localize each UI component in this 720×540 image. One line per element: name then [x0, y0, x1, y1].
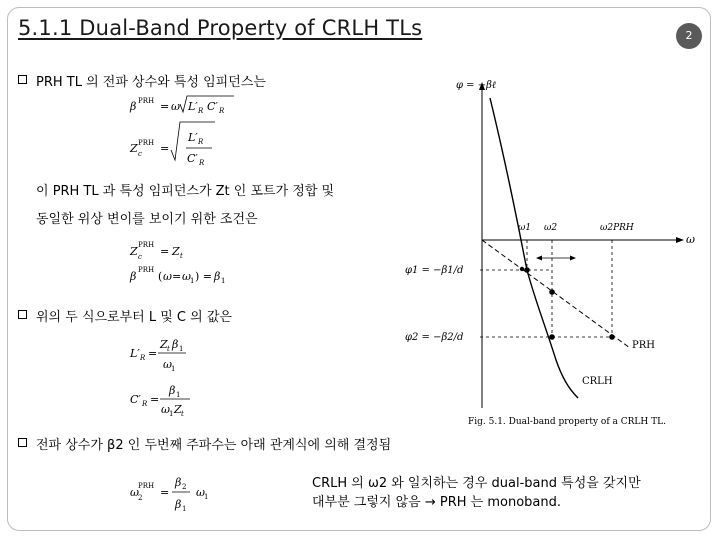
shift-arrow-head-left: [536, 256, 542, 261]
svg-text:β: β: [169, 384, 176, 397]
svg-text:C′: C′: [207, 100, 218, 113]
x-axis-arrow: [676, 237, 684, 243]
point-phi1-crlh-prh: [549, 289, 555, 295]
svg-text:PRH: PRH: [138, 266, 155, 274]
svg-text:1: 1: [204, 493, 209, 501]
svg-text:1: 1: [171, 365, 176, 373]
svg-text:1: 1: [169, 410, 174, 418]
svg-text:1: 1: [179, 345, 184, 353]
svg-text:ω: ω: [182, 270, 191, 283]
svg-text:2: 2: [182, 483, 187, 491]
text-line-2: 이 PRH TL 과 특성 임피던스가 Zt 인 포트가 정합 및: [36, 184, 335, 199]
svg-text:R: R: [142, 400, 148, 408]
crlh-curve: [490, 98, 578, 398]
svg-text:=: =: [148, 347, 158, 360]
svg-text:2: 2: [138, 494, 143, 502]
svg-text:=: =: [150, 393, 160, 406]
svg-text:R: R: [219, 107, 225, 115]
svg-text:Z: Z: [174, 403, 182, 416]
text-line-3: 동일한 위상 변이를 보이기 위한 조건은: [36, 212, 258, 227]
svg-text:t: t: [167, 345, 170, 353]
shift-arrow-head-right: [570, 256, 576, 261]
svg-text:Z: Z: [130, 142, 138, 155]
phi1-label: φ1 = −β1/d: [405, 265, 464, 276]
svg-text:β: β: [175, 498, 182, 511]
page-number: 2: [676, 23, 702, 49]
point-omega2-phi2: [549, 334, 555, 340]
svg-text:ω: ω: [130, 486, 139, 499]
svg-text:1: 1: [176, 391, 181, 399]
svg-text:c: c: [138, 253, 142, 261]
svg-text:=: =: [160, 486, 170, 499]
svg-text:Z: Z: [130, 245, 138, 258]
note-line-1: CRLH 의 ω2 와 일치하는 경우 dual-band 특성을 갖지만: [312, 476, 641, 491]
svg-text:C′: C′: [187, 152, 198, 165]
svg-text:1: 1: [182, 505, 187, 513]
svg-text:PRH: PRH: [138, 482, 155, 490]
svg-text:(: (: [158, 270, 163, 283]
svg-text:=: =: [160, 245, 170, 258]
omega2-prh-label: ω2PRH: [600, 223, 634, 233]
text-line-4: 위의 두 식으로부터 L 및 C 의 값은: [36, 310, 232, 325]
svg-text:L′: L′: [188, 131, 198, 144]
y-axis-label: φ = −βℓ: [456, 80, 497, 91]
figure-caption: Fig. 5.1. Dual-band property of a CRLH TL.: [468, 417, 666, 427]
svg-text:β: β: [214, 270, 221, 283]
svg-text:β: β: [130, 270, 137, 283]
svg-text:ω: ω: [161, 403, 170, 416]
svg-text:L′: L′: [130, 347, 140, 360]
omega2-label: ω2: [544, 223, 558, 233]
svg-text:Z: Z: [160, 338, 168, 351]
phi2-label: φ2 = −β2/d: [405, 332, 464, 343]
svg-text:R: R: [140, 354, 146, 362]
svg-text:β: β: [175, 476, 182, 489]
svg-text:PRH: PRH: [138, 139, 155, 147]
svg-text:=: =: [172, 270, 182, 283]
point-omega2-prh-phi2: [609, 334, 615, 340]
svg-text:R: R: [198, 107, 204, 115]
svg-text:1: 1: [190, 277, 195, 285]
svg-text:t: t: [180, 252, 183, 260]
note-line-2: 대부분 그렇지 않음 → PRH 는 monoband.: [312, 495, 562, 510]
svg-text:PRH: PRH: [138, 97, 155, 105]
svg-text:=: =: [160, 100, 170, 113]
svg-text:1: 1: [221, 277, 226, 285]
point-omega1-prh: [520, 267, 524, 271]
text-line-5: 전파 상수가 β2 인 두번째 주파수는 아래 관계식에 의해 결정됨: [36, 438, 392, 453]
x-axis-label: ω: [686, 233, 695, 246]
svg-text:=: =: [160, 142, 170, 155]
svg-text:β: β: [172, 338, 179, 351]
svg-text:) =: ) =: [195, 270, 213, 283]
svg-text:ω: ω: [163, 270, 172, 283]
svg-text:ω: ω: [163, 358, 172, 371]
prh-line: [482, 240, 630, 348]
svg-text:C′: C′: [130, 393, 141, 406]
svg-text:L′: L′: [188, 100, 198, 113]
prh-curve-label: PRH: [632, 340, 655, 351]
text-line-1: PRH TL 의 전파 상수와 특성 임피던스는: [36, 75, 266, 90]
crlh-curve-label: CRLH: [582, 376, 613, 387]
svg-text:R: R: [198, 138, 204, 146]
svg-text:R: R: [199, 159, 205, 167]
svg-text:Z: Z: [172, 245, 180, 258]
slide-title: 5.1.1 Dual-Band Property of CRLH TLs: [18, 16, 423, 40]
point-omega1-phi1: [524, 267, 530, 273]
svg-text:β: β: [130, 100, 137, 113]
svg-text:c: c: [138, 150, 142, 158]
svg-text:ω: ω: [171, 100, 180, 113]
svg-text:ω: ω: [196, 486, 205, 499]
svg-text:PRH: PRH: [138, 241, 155, 249]
svg-text:t: t: [181, 410, 184, 418]
omega1-label: ω1: [518, 223, 532, 233]
